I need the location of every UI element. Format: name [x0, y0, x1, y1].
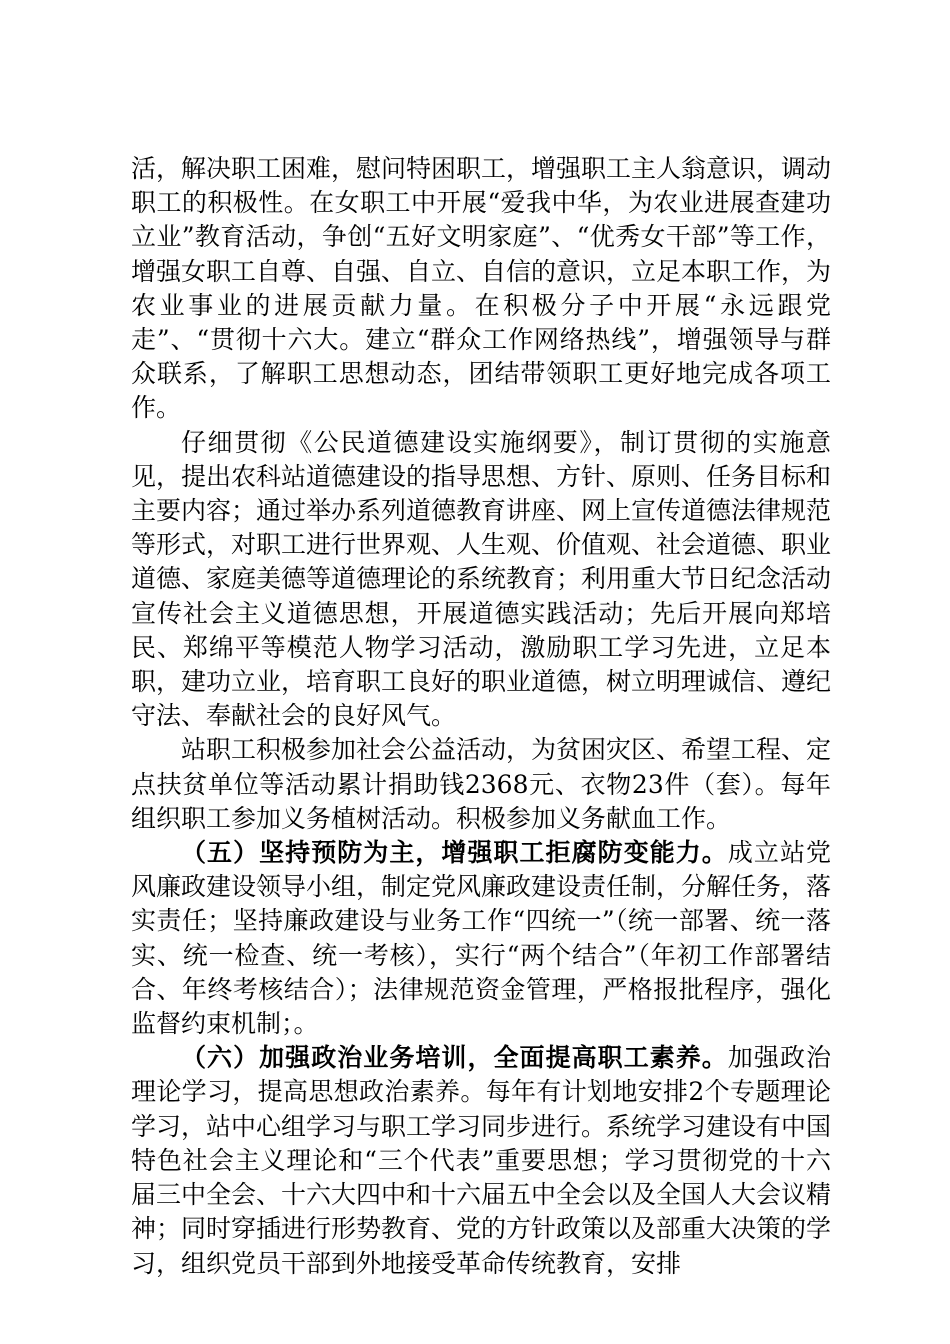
paragraph-2: 仔细贯彻《公民道德建设实施纲要》，制订贯彻的实施意见，提出农科站道德建设的指导思想、方针、原则、任务目标和主要内容；通过举办系列道德教育讲座、网上宣传道德法律规范等形式，对职工进行世界观、人生观、价值观、社会道德、职业道德、家庭美德等道德理论的系统教育；利用重大节日纪念活动宣传社会主义道德思想，开展道德实践活动；先后开展向郑培民、郑绵平等模范人物学习活动，激励职工学习先进，立足本职，建功立业，培育职工良好的职业道德，树立明理诚信、遵纪守法、奉献社会的良好风气。 [131, 427, 832, 731]
section-heading-6: （六）加强政治业务培训，全面提高职工素养。 [181, 1043, 728, 1073]
paragraph-1: 活，解决职工困难，慰问特困职工，增强职工主人翁意识，调动职工的积极性。在女职工中开展“爱我中华，为农业进展查建功立业”教育活动，争创“五好文明家庭”、“优秀女干部”等工作，增强女职工自尊、自强、自立、自信的意识，立足本职工作，为农业事业的进展贡献力量。在积极分子中开展“永远跟党走”、“贯彻十六大。建立“群众工作网络热线”，增强领导与群众联系，了解职工思想动态，团结带领职工更好地完成各项工作。 [131, 154, 832, 423]
section-heading-5: （五）坚持预防为主，增强职工拒腐防变能力。 [181, 838, 728, 868]
paragraph-4 [131, 836, 831, 1041]
document-body [131, 152, 831, 1281]
paragraph-5-body: 加强政治理论学习，提高思想政治素养。每年有计划地安排2个专题理论学习，站中心组学习与职工学习同步进行。系统学习建设有中国特色社会主义理论和“三个代表”重要思想；学习贯彻党的十六届三中全会、十六大四中和十六届五中全会以及全国人大会议精神；同时穿插进行形势教育、党的方针政策以及部重大决策的学习，组织党员干部到外地接受革命传统教育，安排 [131, 1043, 832, 1278]
paragraph-3: 站职工积极参加社会公益活动，为贫困灾区、希望工程、定点扶贫单位等活动累计捐助钱2368元、衣物23件（套）。每年组织职工参加义务植树活动。积极参加义务献血工作。 [131, 735, 832, 833]
paragraph-4-body: 成立站党风廉政建设领导小组，制定党风廉政建设责任制，分解任务，落实责任；坚持廉政建设与业务工作“四统一”（统一部署、统一落实、统一检查、统一考核），实行“两个结合”（年初工作部署结合、年终考核结合）；法律规范资金管理，严格报批程序，强化监督约束机制；。 [131, 838, 832, 1039]
paragraph-5 [131, 1041, 831, 1280]
